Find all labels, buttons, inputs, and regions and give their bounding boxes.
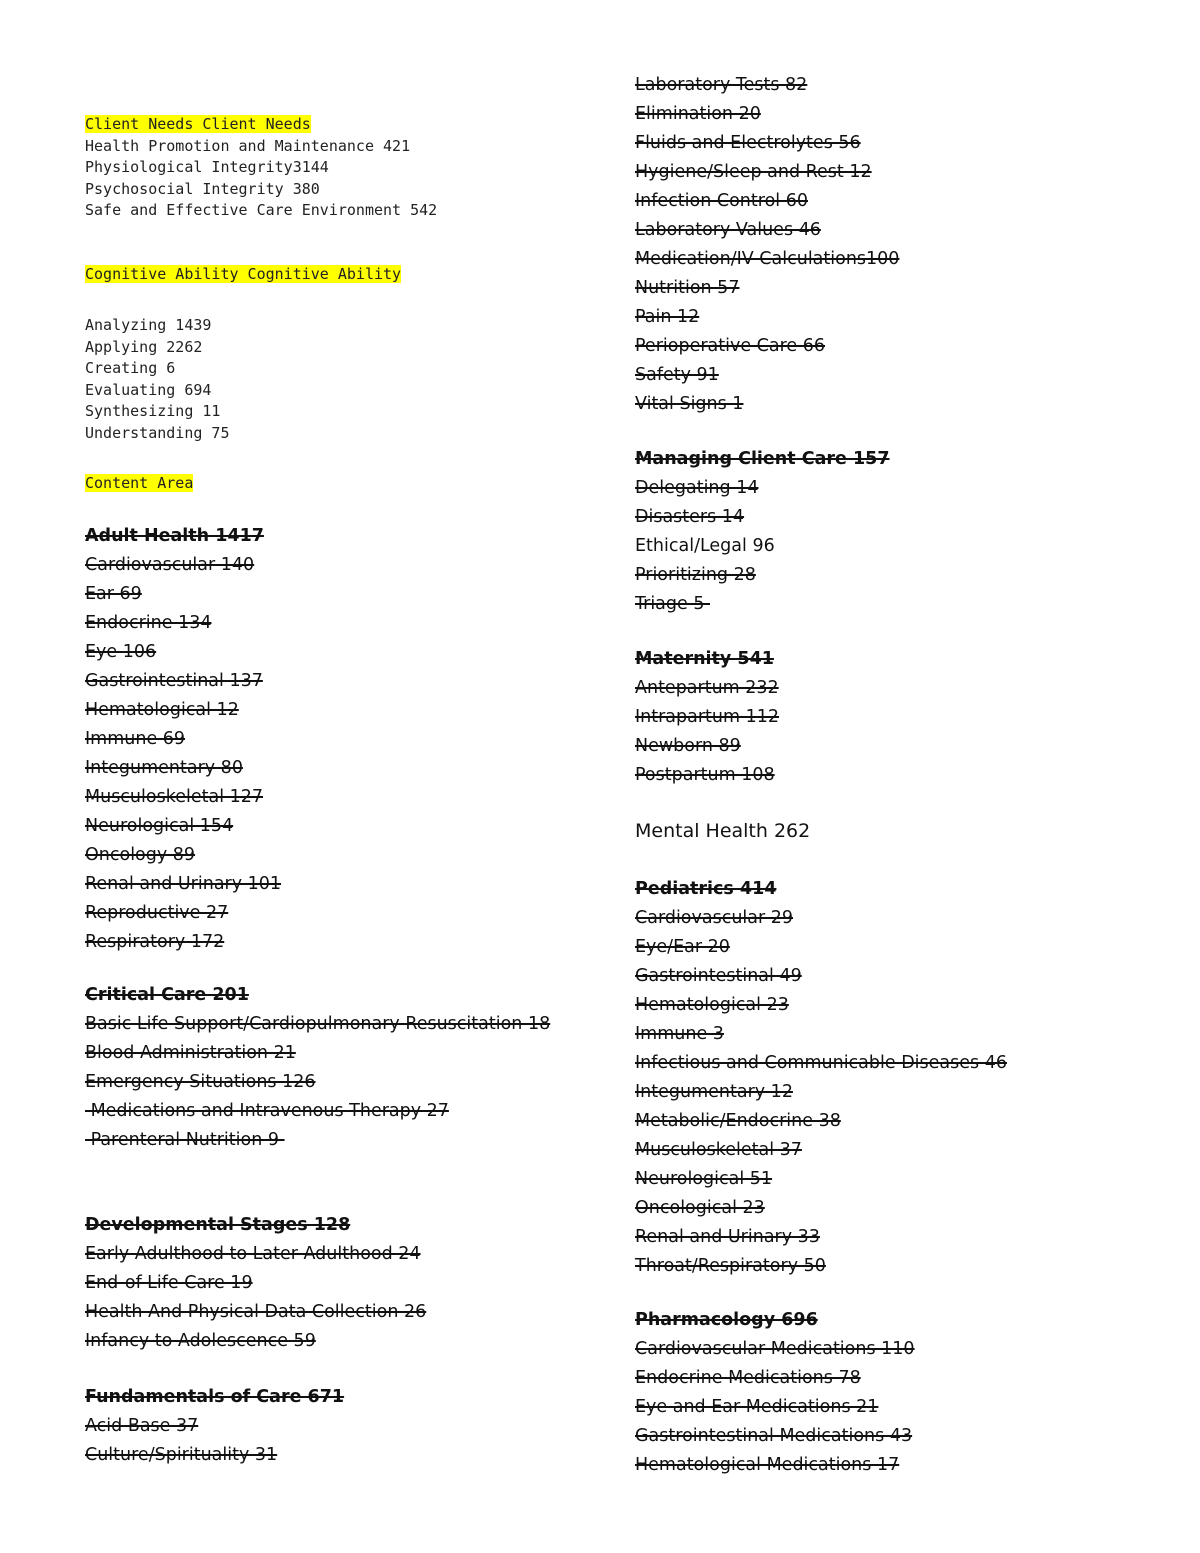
fundamentals-item: Culture/Spirituality 31 xyxy=(85,1445,278,1465)
critical-care-item: Emergency Situations 126 xyxy=(85,1072,316,1092)
mental-health-title: Mental Health 262 xyxy=(635,820,811,842)
client-needs-heading: Client Needs Client Needs xyxy=(85,115,311,133)
managing-client-care-section xyxy=(635,445,890,619)
client-needs-item: Psychosocial Integrity 380 xyxy=(85,179,320,198)
maternity-section xyxy=(635,645,779,790)
adult-health-item: Musculoskeletal 127 xyxy=(85,787,264,807)
critical-care-item: Basic Life Support/Cardiopulmonary Resuscitation 18 xyxy=(85,1014,551,1034)
adult-health-section xyxy=(85,522,281,957)
pediatrics-item: Integumentary 12 xyxy=(635,1082,793,1102)
pharmacology-item: Eye and Ear Medications 21 xyxy=(635,1397,879,1417)
developmental-stages-item: Infancy to Adolescence 59 xyxy=(85,1331,316,1351)
adult-health-item: Respiratory 172 xyxy=(85,932,225,952)
fundamentals-continued xyxy=(635,71,899,419)
content-area-heading: Content Area xyxy=(85,474,194,492)
fundamentals-section xyxy=(85,1383,344,1470)
critical-care-item: Blood Administration 21 xyxy=(85,1043,296,1063)
cognitive-ability-item: Understanding 75 xyxy=(85,423,230,442)
client-needs-item: Health Promotion and Maintenance 421 xyxy=(85,136,411,155)
fundamentals-item: Hygiene/Sleep and Rest 12 xyxy=(635,162,872,182)
pediatrics-item: Musculoskeletal 37 xyxy=(635,1140,802,1160)
developmental-stages-item: Health And Physical Data Collection 26 xyxy=(85,1302,427,1322)
managing-client-care-item: Triage 5 xyxy=(635,594,711,614)
fundamentals-item: Infection Control 60 xyxy=(635,191,808,211)
fundamentals-item: Pain 12 xyxy=(635,307,700,327)
adult-health-item: Hematological 12 xyxy=(85,700,239,720)
pediatrics-item: Cardiovascular 29 xyxy=(635,908,794,928)
maternity-item: Newborn 89 xyxy=(635,736,741,756)
managing-client-care-item: Prioritizing 28 xyxy=(635,565,756,585)
pediatrics-title: Pediatrics 414 xyxy=(635,879,777,899)
maternity-item: Antepartum 232 xyxy=(635,678,779,698)
critical-care-item: Medications and Intravenous Therapy 27 xyxy=(85,1101,449,1121)
maternity-title: Maternity 541 xyxy=(635,649,774,669)
managing-client-care-item: Ethical/Legal 96 xyxy=(635,536,775,556)
critical-care-title: Critical Care 201 xyxy=(85,985,249,1005)
managing-client-care-item: Disasters 14 xyxy=(635,507,745,527)
pharmacology-section xyxy=(635,1306,915,1480)
pharmacology-item: Cardiovascular Medications 110 xyxy=(635,1339,915,1359)
adult-health-item: Cardiovascular 140 xyxy=(85,555,255,575)
cognitive-ability-item: Analyzing 1439 xyxy=(85,316,212,334)
managing-client-care-title: Managing Client Care 157 xyxy=(635,449,890,469)
critical-care-section xyxy=(85,981,575,1155)
cognitive-ability-item: Applying 2262 xyxy=(85,337,203,356)
cognitive-ability-heading-row xyxy=(85,264,401,286)
fundamentals-item: Laboratory Tests 82 xyxy=(635,75,808,95)
pediatrics-item: Renal and Urinary 33 xyxy=(635,1227,820,1247)
client-needs-section xyxy=(85,114,437,222)
pediatrics-item: Metabolic/Endocrine 38 xyxy=(635,1111,841,1131)
cognitive-ability-item: Evaluating 694 xyxy=(85,380,212,399)
fundamentals-item: Nutrition 57 xyxy=(635,278,740,298)
maternity-item: Postpartum 108 xyxy=(635,765,775,785)
pediatrics-item: Immune 3 xyxy=(635,1024,724,1044)
cognitive-ability-item: Synthesizing 11 xyxy=(85,402,221,420)
cognitive-ability-heading: Cognitive Ability Cognitive Ability xyxy=(85,265,402,283)
fundamentals-item: Elimination 20 xyxy=(635,104,761,124)
client-needs-item: Physiological Integrity3144 xyxy=(85,158,329,176)
pharmacology-item: Hematological Medications 17 xyxy=(635,1455,900,1475)
pharmacology-item: Endocrine Medications 78 xyxy=(635,1368,861,1388)
adult-health-item: Eye 106 xyxy=(85,642,157,662)
adult-health-item: Reproductive 27 xyxy=(85,903,229,923)
pediatrics-item: Eye/Ear 20 xyxy=(635,937,730,957)
cognitive-ability-list xyxy=(85,315,230,444)
adult-health-item: Oncology 89 xyxy=(85,845,196,865)
adult-health-item: Endocrine 134 xyxy=(85,613,212,633)
pediatrics-item: Oncological 23 xyxy=(635,1198,765,1218)
managing-client-care-item: Delegating 14 xyxy=(635,478,759,498)
developmental-stages-item: End-of-Life Care 19 xyxy=(85,1273,253,1293)
pediatrics-item: Throat/Respiratory 50 xyxy=(635,1256,826,1276)
fundamentals-title: Fundamentals of Care 671 xyxy=(85,1387,345,1407)
pharmacology-item: Gastrointestinal Medications 43 xyxy=(635,1426,913,1446)
adult-health-item: Neurological 154 xyxy=(85,816,234,836)
pediatrics-item: Infectious and Communicable Diseases 46 xyxy=(635,1053,1007,1073)
pediatrics-item: Neurological 51 xyxy=(635,1169,773,1189)
fundamentals-item: Laboratory Values 46 xyxy=(635,220,821,240)
client-needs-item: Safe and Effective Care Environment 542 xyxy=(85,201,438,219)
adult-health-title: Adult Health 1417 xyxy=(85,526,264,546)
fundamentals-item: Safety 91 xyxy=(635,365,719,385)
adult-health-item: Integumentary 80 xyxy=(85,758,243,778)
developmental-stages-title: Developmental Stages 128 xyxy=(85,1215,351,1235)
developmental-stages-section xyxy=(85,1211,426,1356)
fundamentals-item: Perioperative Care 66 xyxy=(635,336,826,356)
content-area-heading-row xyxy=(85,473,193,495)
adult-health-item: Immune 69 xyxy=(85,729,186,749)
pediatrics-item: Gastrointestinal 49 xyxy=(635,966,802,986)
pediatrics-item: Hematological 23 xyxy=(635,995,789,1015)
pharmacology-title: Pharmacology 696 xyxy=(635,1310,818,1330)
developmental-stages-item: Early Adulthood to Later Adulthood 24 xyxy=(85,1244,421,1264)
fundamentals-item: Fluids and Electrolytes 56 xyxy=(635,133,861,153)
adult-health-item: Gastrointestinal 137 xyxy=(85,671,263,691)
fundamentals-item: Acid Base 37 xyxy=(85,1416,199,1436)
fundamentals-item: Vital Signs 1 xyxy=(635,394,744,414)
critical-care-item: Parenteral Nutrition 9 xyxy=(85,1130,285,1150)
pediatrics-section xyxy=(635,875,1007,1281)
mental-health-section xyxy=(635,817,810,846)
maternity-item: Intrapartum 112 xyxy=(635,707,780,727)
cognitive-ability-item: Creating 6 xyxy=(85,359,176,377)
adult-health-item: Renal and Urinary 101 xyxy=(85,874,282,894)
adult-health-item: Ear 69 xyxy=(85,584,142,604)
fundamentals-item: Medication/IV Calculations100 xyxy=(635,249,900,269)
